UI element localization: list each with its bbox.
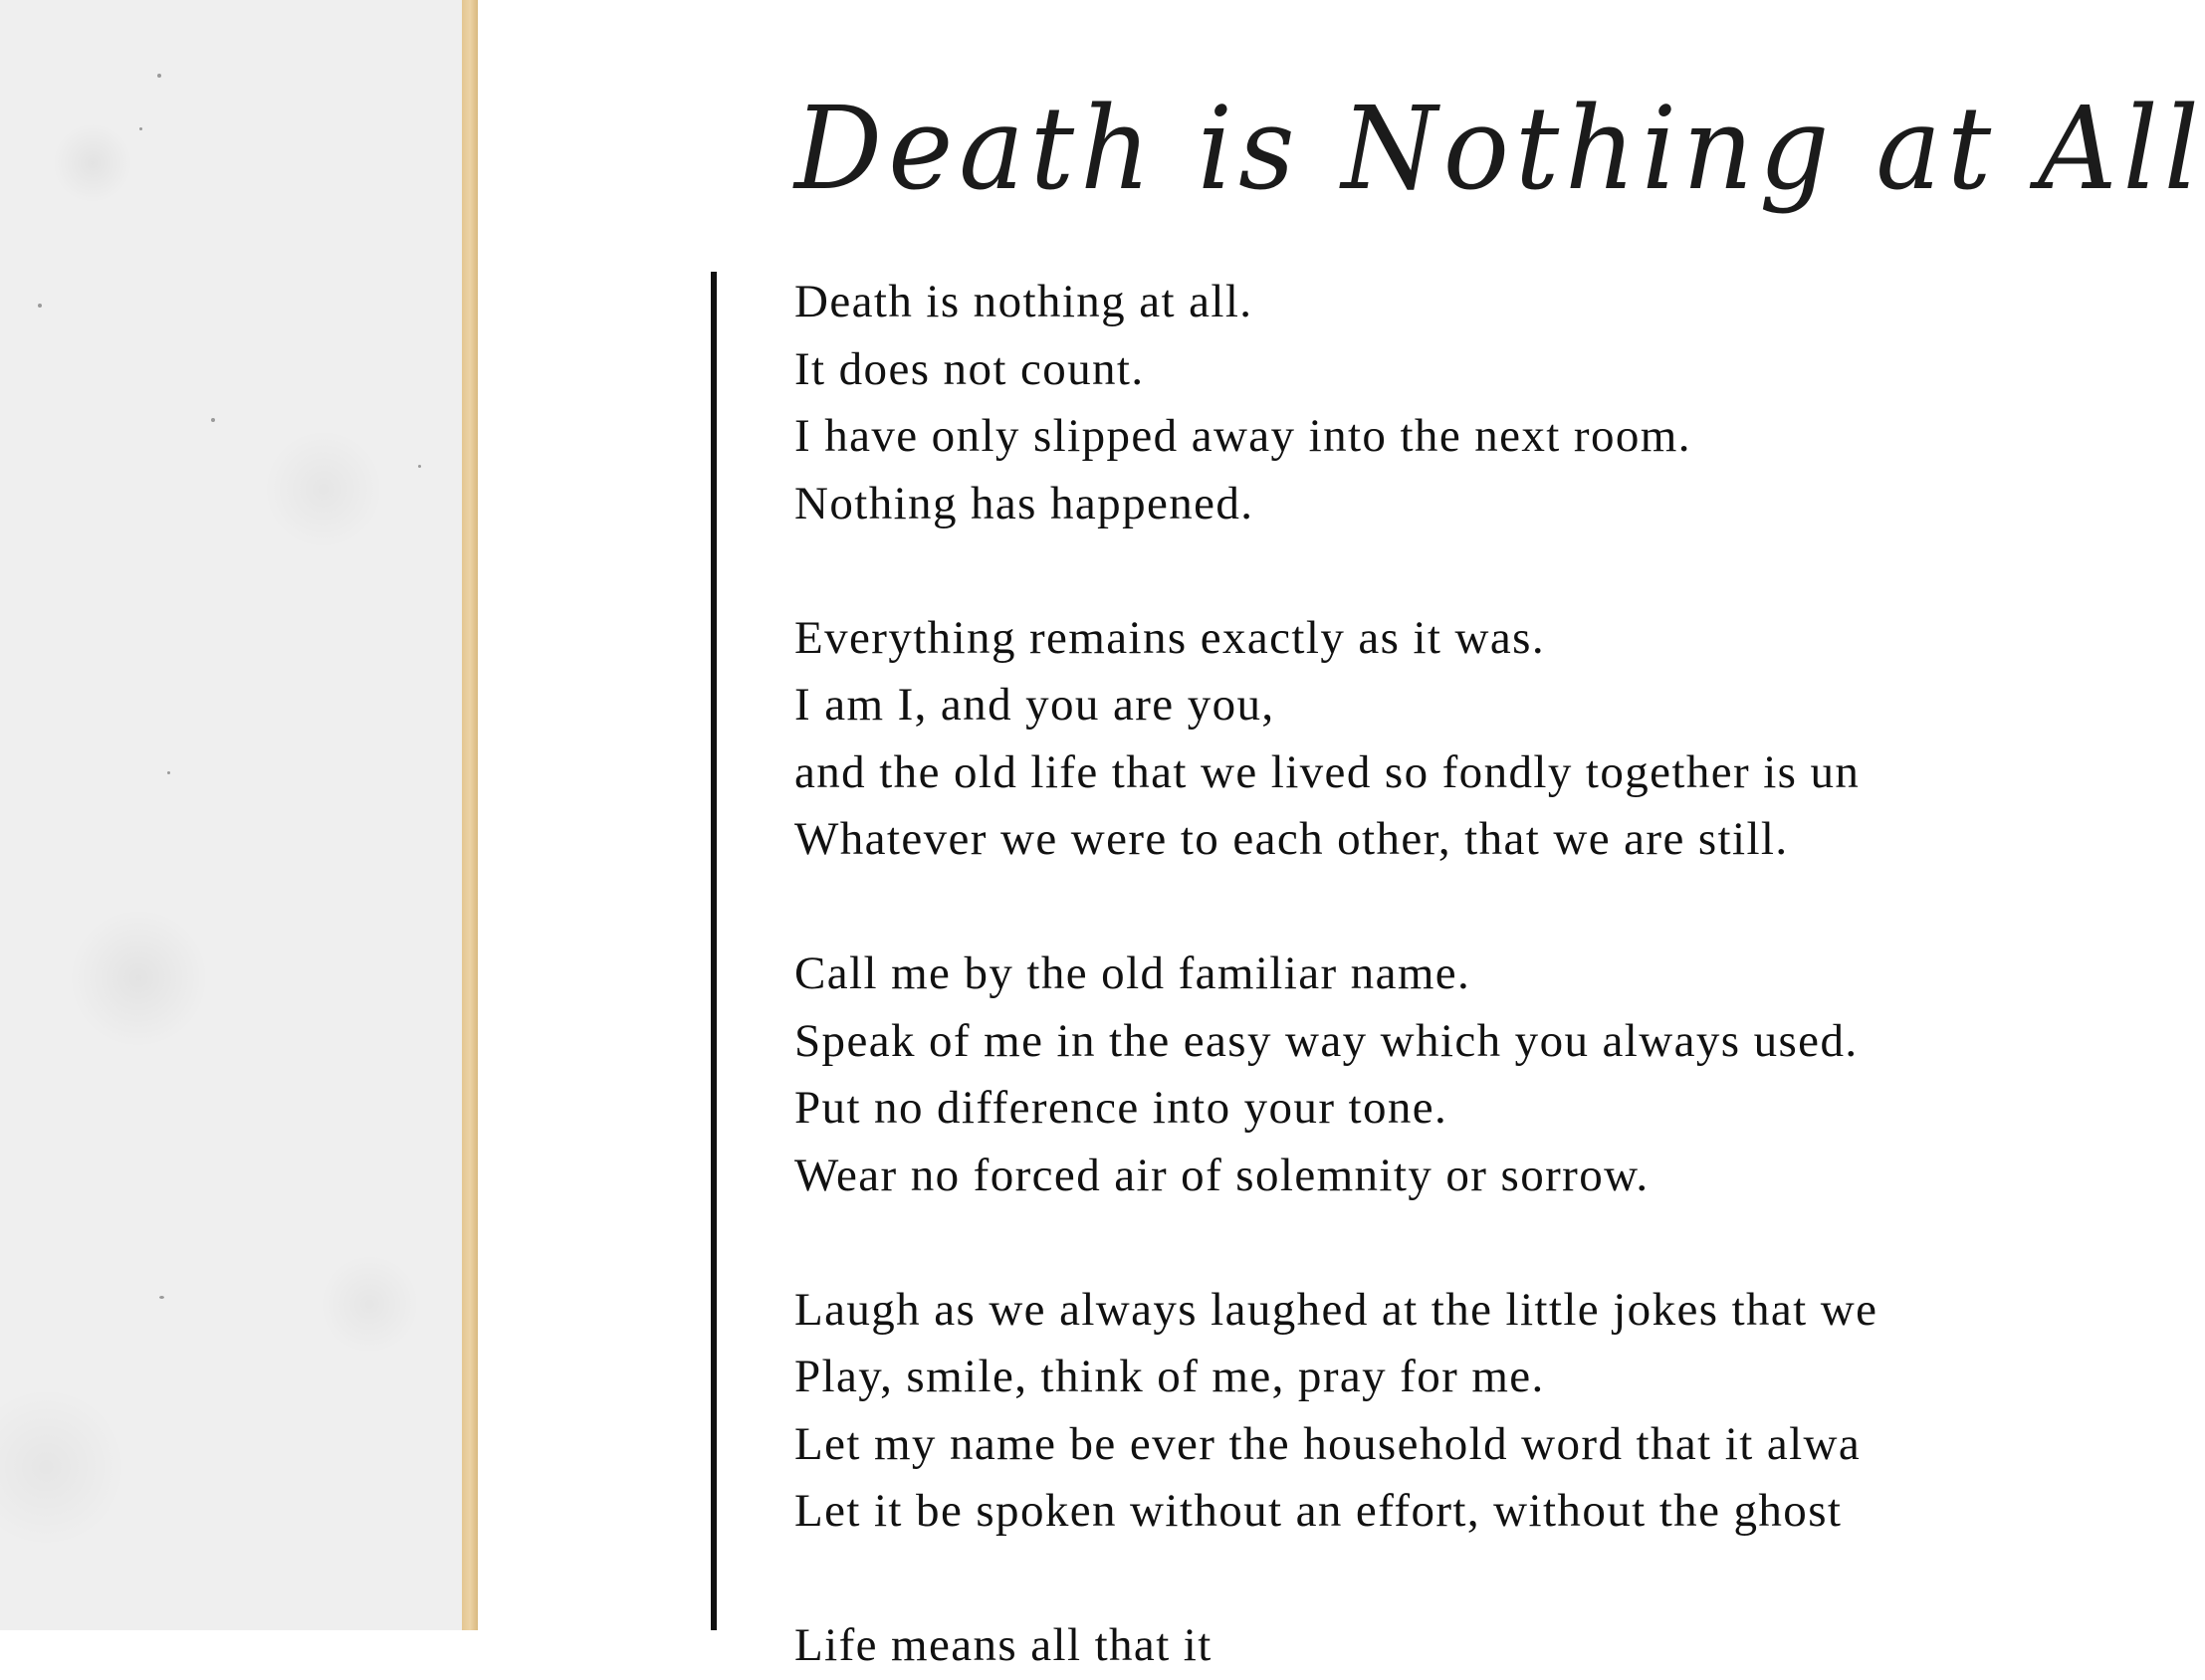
vertical-divider-line bbox=[711, 272, 717, 1630]
poem-line: and the old life that we lived so fondly together is un bbox=[794, 745, 1861, 798]
paper-speck bbox=[157, 74, 161, 78]
poem-line: Death is nothing at all. bbox=[794, 276, 1253, 327]
paper-speck bbox=[159, 1296, 164, 1299]
poem-line: It does not count. bbox=[794, 342, 1145, 395]
poem-line: Nothing has happened. bbox=[794, 477, 1254, 529]
wooden-frame-edge bbox=[462, 0, 478, 1630]
poem-body bbox=[794, 269, 2039, 1671]
textured-paper-background bbox=[0, 0, 462, 1630]
poem-line: Let it be spoken without an effort, without the ghost bbox=[794, 1485, 1843, 1537]
poem-title-text: Death is Nothing at All bbox=[794, 82, 2205, 216]
poem-line: Call me by the old familiar name. bbox=[794, 947, 1471, 999]
poem-line: Life means all that it bbox=[794, 1619, 1213, 1671]
paper-speck bbox=[211, 418, 215, 422]
paper-speck bbox=[167, 771, 170, 774]
paper-speck bbox=[418, 465, 421, 468]
poem-line: Speak of me in the easy way which you always used. bbox=[794, 1014, 1859, 1067]
poem-line: I have only slipped away into the next room. bbox=[794, 410, 1691, 462]
paper-speck bbox=[38, 304, 42, 308]
poem-line: Put no difference into your tone. bbox=[794, 1082, 1448, 1134]
poem-line: Let my name be ever the household word that it alwa bbox=[794, 1417, 1862, 1470]
poem-line: Wear no forced air of solemnity or sorrow. bbox=[794, 1149, 1650, 1201]
stanza-break bbox=[794, 537, 2039, 605]
poem-line: Laugh as we always laughed at the little jokes that we bbox=[794, 1283, 1878, 1336]
paper-speck bbox=[139, 127, 142, 130]
poem-line: Whatever we were to each other, that we are still. bbox=[794, 813, 1789, 865]
poem-line: Everything remains exactly as it was. bbox=[794, 611, 1545, 664]
poem-line: I am I, and you are you, bbox=[794, 679, 1275, 731]
stanza-break bbox=[794, 1546, 2039, 1613]
poem-title bbox=[794, 60, 2205, 239]
poem-line: Play, smile, think of me, pray for me. bbox=[794, 1351, 1545, 1402]
stanza-break bbox=[794, 874, 2039, 942]
stanza-break bbox=[794, 1209, 2039, 1277]
